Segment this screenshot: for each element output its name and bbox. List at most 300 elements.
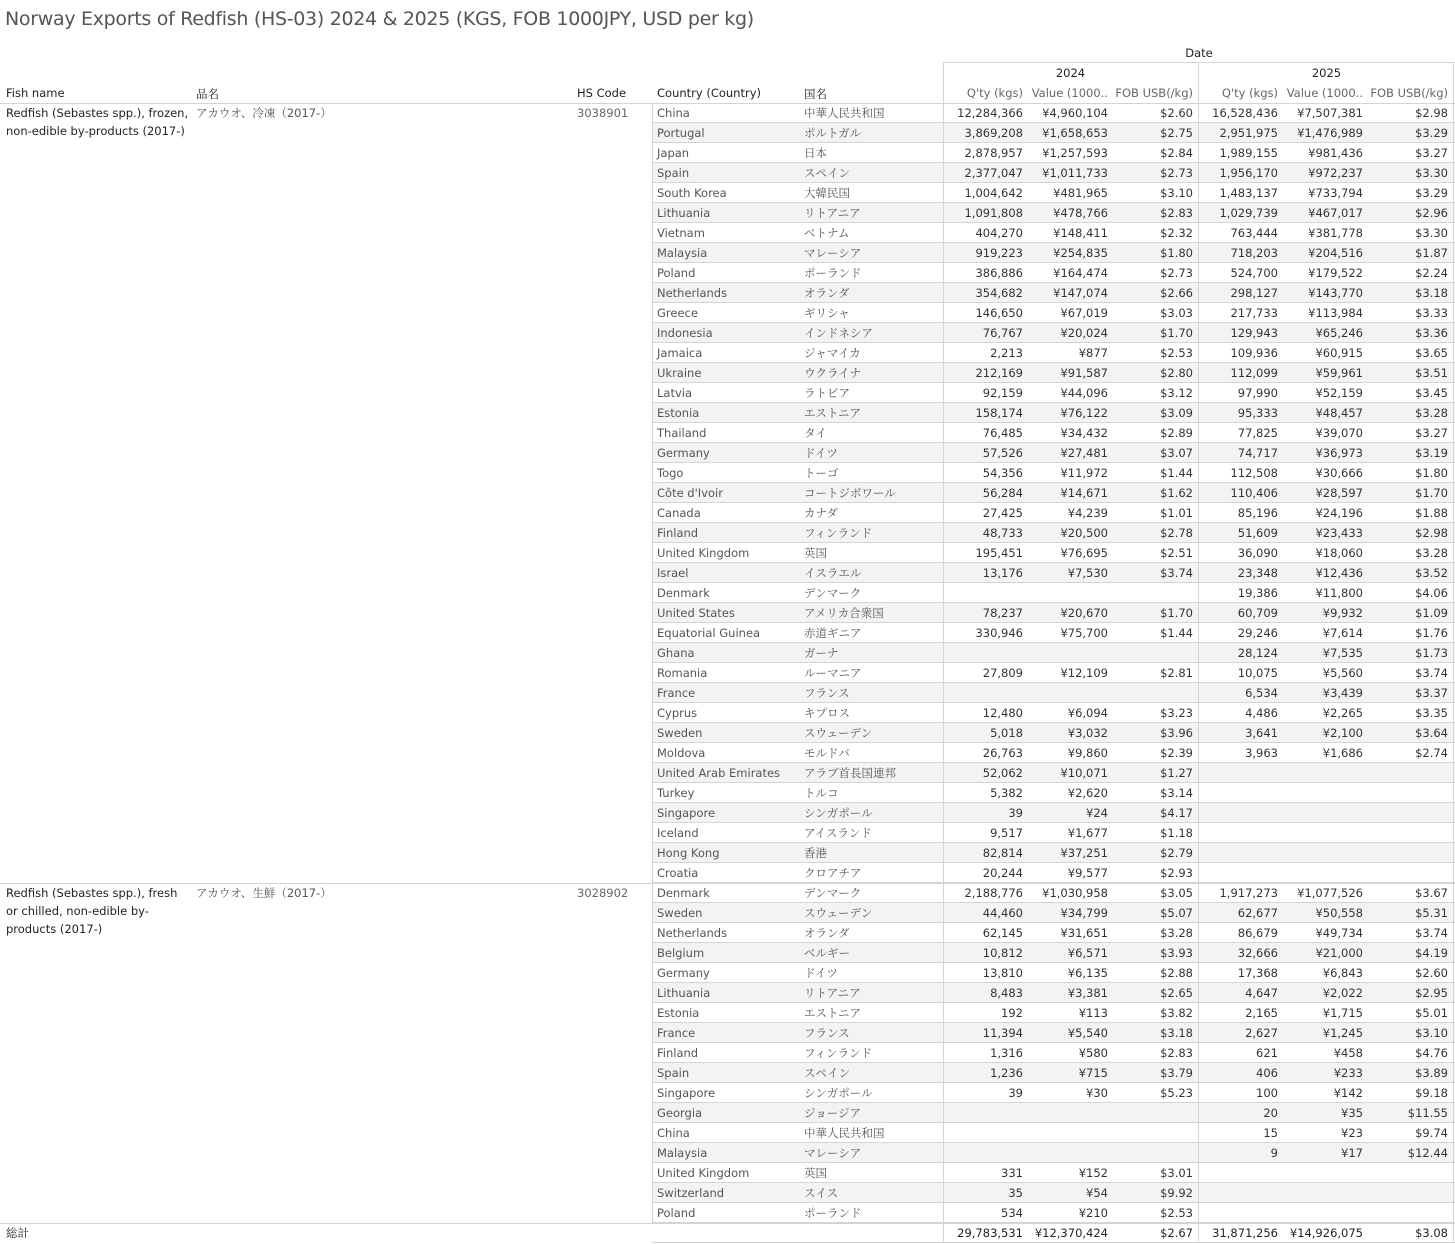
fob-2025-cell: $3.36 (1415, 326, 1448, 340)
value-2024-cell: ¥6,094 (1067, 706, 1108, 720)
total-label: 総計 (6, 1226, 29, 1240)
qty-2025-cell: 36,090 (1237, 546, 1278, 560)
country-jp-cell: スペイン (804, 166, 850, 180)
value-2025-cell: ¥2,265 (1322, 706, 1363, 720)
fob-2024-cell: $1.44 (1160, 626, 1193, 640)
table-row (0, 863, 1455, 883)
value-2025-cell (1282, 863, 1363, 883)
value-2024-cell (1027, 643, 1108, 663)
fob-2024-cell: $2.39 (1160, 746, 1193, 760)
fob-2024-cell: $2.93 (1160, 866, 1193, 880)
fob-2024-cell: $1.27 (1160, 766, 1193, 780)
value-2025-cell (1282, 1203, 1363, 1223)
country-cell: Iceland (657, 826, 699, 840)
country-cell: Japan (657, 146, 690, 160)
qty-2024-cell: 354,682 (975, 286, 1023, 300)
value-2025-cell: ¥467,017 (1308, 206, 1363, 220)
table-row (0, 523, 1455, 543)
country-jp-cell: スイス (804, 1186, 839, 1200)
hs-code-cell: 3028902 (577, 886, 629, 900)
fob-2025-cell: $3.35 (1415, 706, 1448, 720)
value-2025-cell: ¥142 (1333, 1086, 1363, 1100)
country-jp-cell: ガーナ (804, 646, 839, 660)
value-2024-cell: ¥12,109 (1060, 666, 1108, 680)
qty-2024-cell (943, 583, 1023, 603)
value-2024-cell: ¥2,620 (1067, 786, 1108, 800)
country-jp-cell: ジャマイカ (804, 346, 861, 360)
qty-2024-cell: 8,483 (990, 986, 1023, 1000)
fob-2024-cell: $5.23 (1160, 1086, 1193, 1100)
value-2025-cell: ¥113,984 (1308, 306, 1363, 320)
qty-2025-cell: 763,444 (1230, 226, 1278, 240)
row-divider (652, 1242, 1455, 1243)
country-cell: United Kingdom (657, 1166, 750, 1180)
country-jp-cell: デンマーク (804, 886, 862, 900)
qty-2024-cell (943, 1123, 1023, 1143)
value-2024-cell (1027, 1123, 1108, 1143)
qty-2025-cell: 217,733 (1230, 306, 1278, 320)
country-cell: Estonia (657, 1006, 700, 1020)
qty-2024-cell: 76,767 (982, 326, 1023, 340)
qty-2025-cell: 77,825 (1237, 426, 1278, 440)
fob-2024-cell: $3.74 (1160, 566, 1193, 580)
table-row (0, 283, 1455, 303)
country-cell: Malaysia (657, 246, 708, 260)
value-2025-cell: ¥381,778 (1308, 226, 1363, 240)
qty-2025-cell: 112,508 (1230, 466, 1278, 480)
fob-2024-cell: $3.23 (1160, 706, 1193, 720)
fob-2025-cell: $4.06 (1415, 586, 1448, 600)
fob-2025-cell: $9.74 (1415, 1126, 1448, 1140)
country-jp-cell: シンガポール (804, 1086, 873, 1100)
table-row (0, 543, 1455, 563)
value-2025-cell: ¥14,926,075 (1289, 1226, 1363, 1240)
qty-2025-cell: 86,679 (1237, 926, 1278, 940)
qty-2024-cell: 39 (1008, 1086, 1023, 1100)
fob-2024-cell: $5.07 (1160, 906, 1193, 920)
value-2025-cell: ¥59,961 (1315, 366, 1363, 380)
qty-2025-cell: 74,717 (1237, 446, 1278, 460)
table-row (0, 743, 1455, 763)
table-row (0, 883, 1455, 903)
value-2024-cell: ¥1,677 (1067, 826, 1108, 840)
table-row (0, 403, 1455, 423)
value-2024-cell: ¥44,096 (1060, 386, 1108, 400)
country-cell: Indonesia (657, 326, 713, 340)
value-2024-cell: ¥254,835 (1053, 246, 1108, 260)
country-cell: Portugal (657, 126, 705, 140)
country-jp-cell: トルコ (804, 786, 839, 800)
column-divider (1453, 103, 1454, 1243)
fob-2025-cell: $1.73 (1415, 646, 1448, 660)
country-cell: Romania (657, 666, 708, 680)
country-header: Country (Country) (657, 86, 761, 100)
country-jp-cell: イスラエル (804, 566, 862, 580)
table-row (0, 203, 1455, 223)
country-jp-cell: オランダ (804, 286, 850, 300)
country-jp-cell: クロアチア (804, 866, 862, 880)
fob-2024-cell (1110, 1103, 1193, 1123)
fob-2025-cell: $2.98 (1415, 106, 1448, 120)
qty-2025-cell: 129,943 (1230, 326, 1278, 340)
qty-2025-cell (1198, 1203, 1278, 1223)
qty-2024-cell: 192 (1001, 1006, 1023, 1020)
qty-2025-cell: 406 (1256, 1066, 1278, 1080)
value-2024-cell: ¥580 (1078, 1046, 1108, 1060)
qty-2024-cell: 27,425 (982, 506, 1023, 520)
fob-2025-cell: $3.08 (1415, 1226, 1448, 1240)
value-2025-cell: ¥1,077,526 (1297, 886, 1363, 900)
table-row (0, 1163, 1455, 1183)
country-jp-cell: 大韓民国 (804, 186, 850, 200)
value-2025-cell: ¥204,516 (1308, 246, 1363, 260)
fob-2025-cell: $2.98 (1415, 526, 1448, 540)
country-jp-cell: アメリカ合衆国 (804, 606, 884, 620)
fob-2025-cell: $3.33 (1415, 306, 1448, 320)
country-jp-cell: シンガポール (804, 806, 873, 820)
country-jp-cell: スウェーデン (804, 906, 873, 920)
qty-2024-cell: 92,159 (982, 386, 1023, 400)
country-cell: Croatia (657, 866, 699, 880)
value-2024-cell: ¥9,860 (1067, 746, 1108, 760)
value-2025-cell (1282, 763, 1363, 783)
value-2024-cell (1027, 583, 1108, 603)
qty-2025-cell (1198, 863, 1278, 883)
fob-2024-cell (1110, 643, 1193, 663)
column-divider (652, 103, 653, 1223)
value-2025-cell: ¥972,237 (1308, 166, 1363, 180)
fob-2025-cell: $1.70 (1415, 486, 1448, 500)
fob-2025-cell: $2.60 (1415, 966, 1448, 980)
table-row (0, 143, 1455, 163)
country-jp-cell: ドイツ (804, 966, 838, 980)
country-jp-cell: 赤道ギニア (804, 626, 862, 640)
value-2024-cell: ¥147,074 (1053, 286, 1108, 300)
value-2024-cell: ¥10,071 (1060, 766, 1108, 780)
fob-2025-cell: $1.09 (1415, 606, 1448, 620)
qty-2024-cell: 195,451 (975, 546, 1023, 560)
qty-2025-cell: 6,534 (1245, 686, 1278, 700)
country-cell: Hong Kong (657, 846, 720, 860)
table-row (0, 903, 1455, 923)
qty-2025-cell (1198, 843, 1278, 863)
value-2024-cell: ¥877 (1078, 346, 1108, 360)
country-jp-cell: キプロス (804, 706, 850, 720)
value-2025-cell: ¥49,734 (1315, 926, 1363, 940)
qty-2025-cell (1198, 1183, 1278, 1203)
table-row (0, 643, 1455, 663)
value-2024-cell: ¥20,500 (1060, 526, 1108, 540)
table-row (0, 103, 1455, 123)
fob-2025-cell (1366, 1163, 1448, 1183)
fob-2025-cell: $4.19 (1415, 946, 1448, 960)
fob-2024-cell: $2.65 (1160, 986, 1193, 1000)
fob-2024-cell: $2.88 (1160, 966, 1193, 980)
table-row (0, 483, 1455, 503)
fob-2025-cell: $2.24 (1415, 266, 1448, 280)
fob-2024-cell: $3.07 (1160, 446, 1193, 460)
value-2025-cell: ¥50,558 (1315, 906, 1363, 920)
qty-2025-header: Q'ty (kgs) (1221, 86, 1278, 100)
country-jp-cell: ポーランド (804, 1206, 862, 1220)
qty-2025-cell: 524,700 (1230, 266, 1278, 280)
header-divider (1453, 62, 1454, 103)
qty-2024-cell: 52,062 (982, 766, 1023, 780)
value-2024-cell: ¥12,370,424 (1034, 1226, 1108, 1240)
qty-2024-cell: 3,869,208 (964, 126, 1023, 140)
qty-2025-cell: 110,406 (1230, 486, 1278, 500)
qty-2025-cell: 97,990 (1237, 386, 1278, 400)
qty-2024-cell: 39 (1008, 806, 1023, 820)
fob-2025-header: FOB USB(/kg) (1370, 86, 1448, 100)
value-2024-cell: ¥27,481 (1060, 446, 1108, 460)
value-2024-cell: ¥1,011,733 (1042, 166, 1108, 180)
fob-2024-cell: $2.89 (1160, 426, 1193, 440)
table-row (0, 1203, 1455, 1223)
qty-2025-cell (1198, 1163, 1278, 1183)
fob-2024-cell: $3.82 (1160, 1006, 1193, 1020)
qty-2025-cell: 1,029,739 (1219, 206, 1278, 220)
country-cell: Cyprus (657, 706, 698, 720)
qty-2025-cell: 1,956,170 (1219, 166, 1278, 180)
fob-2025-cell: $2.96 (1415, 206, 1448, 220)
value-2024-cell (1027, 1103, 1108, 1123)
value-2024-cell: ¥34,799 (1060, 906, 1108, 920)
value-2025-cell: ¥48,457 (1315, 406, 1363, 420)
qty-2024-cell: 212,169 (975, 366, 1023, 380)
country-jp-cell: 英国 (804, 546, 827, 560)
qty-2024-cell: 26,763 (982, 746, 1023, 760)
qty-2025-cell: 31,871,256 (1212, 1226, 1278, 1240)
total-row (0, 1223, 1455, 1243)
country-jp-cell: リトアニア (804, 206, 861, 220)
qty-2025-cell: 9 (1270, 1146, 1278, 1160)
country-jp-cell: フィンランド (804, 526, 873, 540)
value-2024-cell: ¥67,019 (1060, 306, 1108, 320)
table-row (0, 783, 1455, 803)
value-2024-cell: ¥478,766 (1053, 206, 1108, 220)
table-row (0, 1083, 1455, 1103)
fob-2024-cell: $1.70 (1160, 326, 1193, 340)
value-2025-cell (1282, 1183, 1363, 1203)
value-2025-cell: ¥30,666 (1315, 466, 1363, 480)
country-jp-cell: アイスランド (804, 826, 872, 840)
country-cell: Israel (657, 566, 689, 580)
hs-code-cell: 3038901 (577, 106, 629, 120)
country-cell: United States (657, 606, 735, 620)
fob-2024-cell: $3.12 (1160, 386, 1193, 400)
header-divider (943, 62, 1455, 63)
fob-2025-cell: $3.74 (1415, 926, 1448, 940)
qty-2025-cell: 10,075 (1237, 666, 1278, 680)
qty-2024-cell: 11,394 (982, 1026, 1023, 1040)
country-jp-cell: 日本 (804, 146, 827, 160)
value-2024-cell: ¥210 (1078, 1206, 1108, 1220)
table-row (0, 1023, 1455, 1043)
fob-2024-cell: $1.70 (1160, 606, 1193, 620)
qty-2024-cell: 76,485 (982, 426, 1023, 440)
fob-2024-cell: $1.44 (1160, 466, 1193, 480)
fob-2025-cell: $3.29 (1415, 186, 1448, 200)
country-jp-cell: フィンランド (804, 1046, 873, 1060)
value-2025-cell: ¥143,770 (1308, 286, 1363, 300)
table-row (0, 623, 1455, 643)
country-jp-cell: スペイン (804, 1066, 850, 1080)
value-2024-cell: ¥30 (1086, 1086, 1108, 1100)
value-2025-cell: ¥23 (1341, 1126, 1363, 1140)
country-cell: Lithuania (657, 986, 711, 1000)
qty-2024-cell: 386,886 (975, 266, 1023, 280)
table-row (0, 1103, 1455, 1123)
qty-2024-cell (943, 643, 1023, 663)
qty-2024-cell: 404,270 (975, 226, 1023, 240)
value-2025-cell: ¥21,000 (1315, 946, 1363, 960)
country-cell: Poland (657, 266, 696, 280)
fob-2025-cell: $11.55 (1407, 1106, 1448, 1120)
value-2025-cell (1282, 843, 1363, 863)
country-cell: Finland (657, 526, 699, 540)
value-2025-header: Value (1000.. (1286, 86, 1363, 100)
table-row (0, 1003, 1455, 1023)
fob-2025-cell: $4.76 (1415, 1046, 1448, 1060)
value-2025-cell: ¥52,159 (1315, 386, 1363, 400)
value-2025-cell: ¥733,794 (1308, 186, 1363, 200)
qty-2024-cell: 78,237 (982, 606, 1023, 620)
value-2024-cell (1027, 683, 1108, 703)
fob-2024-header: FOB USB(/kg) (1115, 86, 1193, 100)
column-divider (943, 103, 944, 1243)
header-divider (943, 62, 944, 103)
table-row (0, 123, 1455, 143)
value-2025-cell: ¥2,022 (1322, 986, 1363, 1000)
fob-2025-cell: $3.51 (1415, 366, 1448, 380)
value-2025-cell: ¥35 (1341, 1106, 1363, 1120)
qty-2024-cell: 1,236 (990, 1066, 1023, 1080)
fob-2025-cell: $3.67 (1415, 886, 1448, 900)
fob-2025-cell (1366, 1183, 1448, 1203)
table-row (0, 583, 1455, 603)
value-2024-cell: ¥37,251 (1060, 846, 1108, 860)
value-2025-cell: ¥5,560 (1322, 666, 1363, 680)
value-2025-cell: ¥179,522 (1308, 266, 1363, 280)
country-jp-cell: 香港 (804, 846, 827, 860)
table-row (0, 723, 1455, 743)
fob-2024-cell: $3.01 (1160, 1166, 1193, 1180)
qty-2024-cell: 13,176 (982, 566, 1023, 580)
qty-2024-cell: 9,517 (990, 826, 1023, 840)
value-2025-cell (1282, 783, 1363, 803)
fob-2024-cell: $2.51 (1160, 546, 1193, 560)
fob-2025-cell: $3.30 (1415, 166, 1448, 180)
country-cell: Greece (657, 306, 698, 320)
fob-2024-cell: $2.84 (1160, 146, 1193, 160)
qty-2025-cell (1198, 823, 1278, 843)
country-cell: Lithuania (657, 206, 711, 220)
country-jp-cell: マレーシア (804, 246, 862, 260)
value-2024-cell: ¥3,032 (1067, 726, 1108, 740)
qty-2024-cell: 2,878,957 (964, 146, 1023, 160)
qty-2024-cell: 331 (1001, 1166, 1023, 1180)
value-2024-cell (1027, 1143, 1108, 1163)
country-cell: Spain (657, 166, 690, 180)
qty-2024-cell: 56,284 (982, 486, 1023, 500)
value-2025-cell: ¥981,436 (1308, 146, 1363, 160)
qty-2024-cell: 534 (1001, 1206, 1023, 1220)
fob-2025-cell: $3.28 (1415, 546, 1448, 560)
qty-2025-cell: 100 (1256, 1086, 1278, 1100)
country-jp-cell: エストニア (804, 1006, 862, 1020)
table-row (0, 1063, 1455, 1083)
value-2025-cell: ¥36,973 (1315, 446, 1363, 460)
qty-2025-cell: 60,709 (1237, 606, 1278, 620)
fob-2025-cell: $9.18 (1415, 1086, 1448, 1100)
country-cell: Estonia (657, 406, 700, 420)
qty-2024-cell: 29,783,531 (957, 1226, 1023, 1240)
country-jp-cell: アラブ首長国連邦 (804, 766, 896, 780)
qty-2025-cell: 62,677 (1237, 906, 1278, 920)
value-2024-cell: ¥1,030,958 (1042, 886, 1108, 900)
qty-2024-cell: 48,733 (982, 526, 1023, 540)
value-2024-cell: ¥164,474 (1053, 266, 1108, 280)
country-cell: France (657, 686, 696, 700)
value-2025-cell: ¥23,433 (1315, 526, 1363, 540)
value-2024-cell: ¥76,122 (1060, 406, 1108, 420)
country-cell: United Kingdom (657, 546, 750, 560)
qty-2024-cell: 2,213 (990, 346, 1023, 360)
qty-2024-cell: 44,460 (982, 906, 1023, 920)
fob-2024-cell: $2.60 (1160, 106, 1193, 120)
country-cell: South Korea (657, 186, 727, 200)
table-row (0, 183, 1455, 203)
jp-name-cell: アカウオ、生鮮（2017-） (196, 886, 332, 900)
value-2025-cell: ¥18,060 (1315, 546, 1363, 560)
country-jp-cell: モルドバ (804, 746, 850, 760)
table-row (0, 963, 1455, 983)
value-2025-cell: ¥11,800 (1315, 586, 1363, 600)
column-divider (1198, 103, 1199, 1243)
country-jp-cell: インドネシア (804, 326, 873, 340)
table-row (0, 363, 1455, 383)
table-row (0, 1043, 1455, 1063)
value-2025-cell: ¥7,535 (1322, 646, 1363, 660)
table-row (0, 343, 1455, 363)
country-cell: Spain (657, 1066, 690, 1080)
qty-2025-cell: 85,196 (1237, 506, 1278, 520)
hs-code-header: HS Code (577, 86, 627, 100)
country-cell: Ghana (657, 646, 695, 660)
table-row (0, 303, 1455, 323)
value-2024-cell: ¥6,571 (1067, 946, 1108, 960)
value-2024-cell: ¥24 (1086, 806, 1108, 820)
country-jp-cell: ドイツ (804, 446, 838, 460)
fob-2024-cell: $2.83 (1160, 206, 1193, 220)
fob-2024-cell: $3.03 (1160, 306, 1193, 320)
country-cell: Germany (657, 446, 710, 460)
qty-2024-cell: 82,814 (982, 846, 1023, 860)
country-cell: Poland (657, 1206, 696, 1220)
qty-2025-cell (1198, 783, 1278, 803)
qty-2024-cell: 5,018 (990, 726, 1023, 740)
value-2025-cell: ¥39,070 (1315, 426, 1363, 440)
fob-2024-cell: $2.67 (1160, 1226, 1193, 1240)
country-jp-cell: タイ (804, 426, 827, 440)
qty-2025-cell: 621 (1256, 1046, 1278, 1060)
fob-2024-cell: $2.53 (1160, 1206, 1193, 1220)
value-2024-cell: ¥1,658,653 (1042, 126, 1108, 140)
qty-2024-cell: 146,650 (975, 306, 1023, 320)
fob-2025-cell: $3.27 (1415, 146, 1448, 160)
country-cell: Thailand (657, 426, 707, 440)
